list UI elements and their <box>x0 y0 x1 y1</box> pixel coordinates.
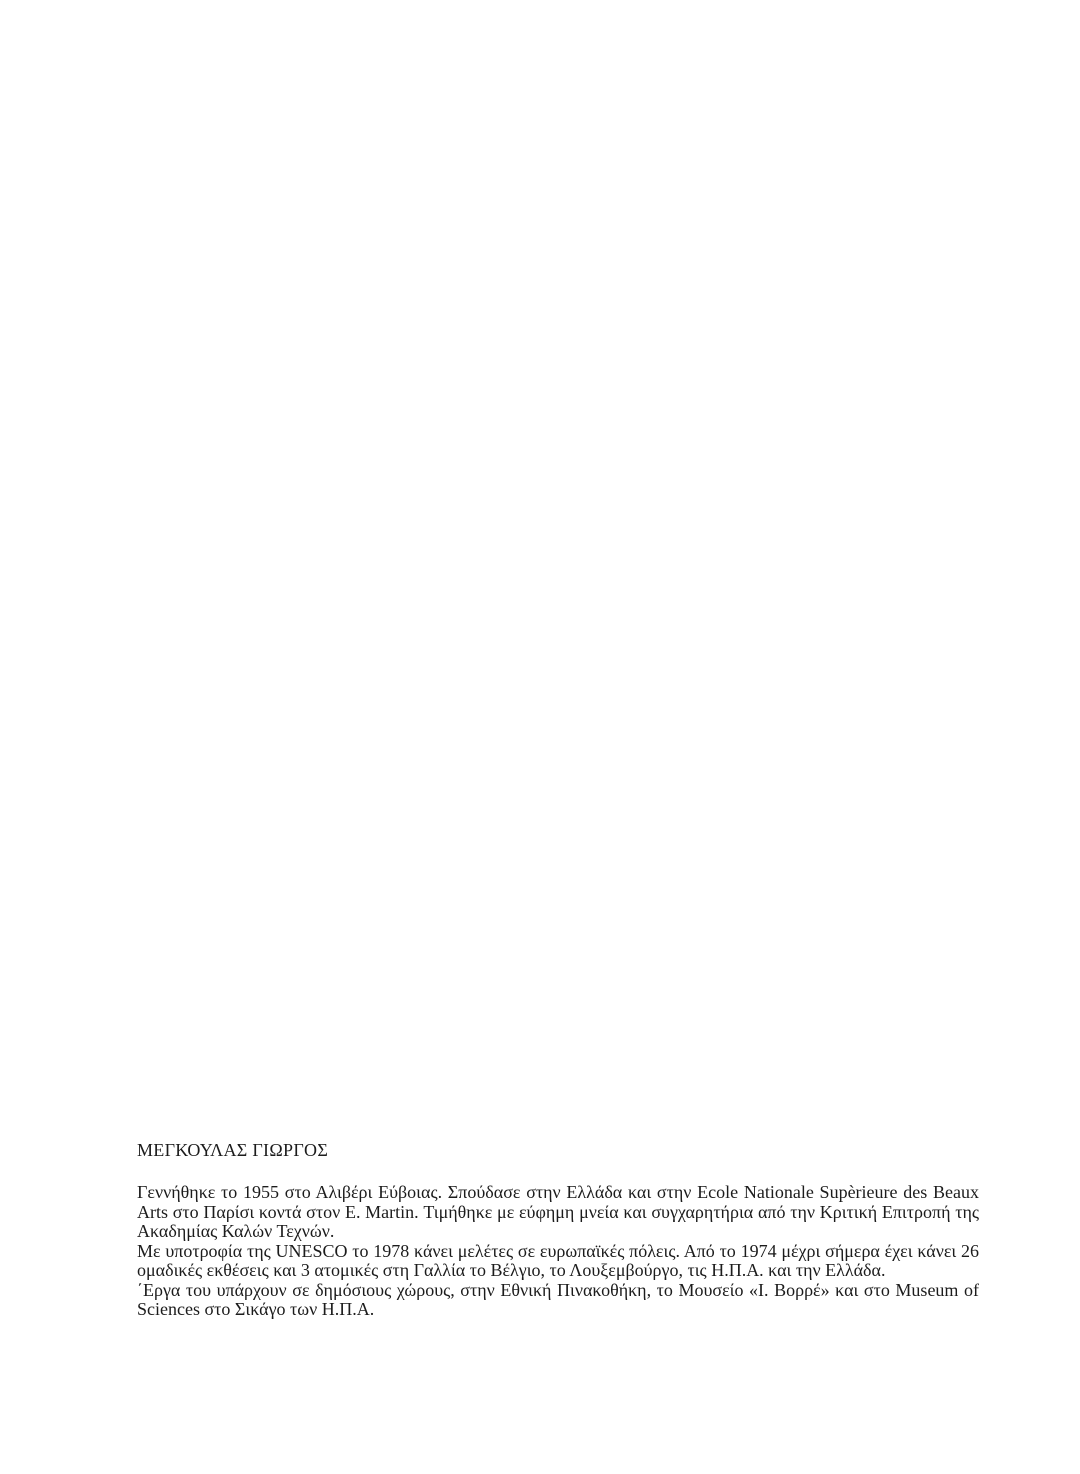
biography-paragraph-exhibitions: Με υποτροφία της UNESCO το 1978 κάνει μελέτες σε ευρωπαϊκές πόλεις. Από το 1974 μέχρι σήμερα έχει κάνει 26 ομαδικές εκθέσεις και 3 ατομικές στη Γαλλία το Βέλγιο, το Λουξεμβούργο, τις Η.Π.Α. και την Ελλάδα. <box>137 1240 979 1280</box>
artist-name-heading: ΜΕΓΚΟΥΛΑΣ ΓΙΩΡΓΟΣ <box>137 1140 329 1160</box>
artist-biography <box>137 1138 979 1320</box>
biography-paragraph-collections: ΄Εργα του υπάρχουν σε δημόσιους χώρους, στην Εθνική Πινακοθήκη, το Μουσείο «Ι. Βορρέ» και στο Museum of Sciences στο Σικάγο των Η.Π.Α. <box>137 1279 979 1319</box>
biography-paragraph-education: Γεννήθηκε το 1955 στο Αλιβέρι Εύβοιας. Σπούδασε στην Ελλάδα και στην Ecole Nationale Supèrieure des Beaux Arts στο Παρίσι κοντά στον E. Martin. Τιμήθηκε με εύφημη μνεία και συγχαρητήρια από την Κριτική Επιτροπή της Ακαδημίας Καλών Τεχνών. <box>137 1182 979 1241</box>
